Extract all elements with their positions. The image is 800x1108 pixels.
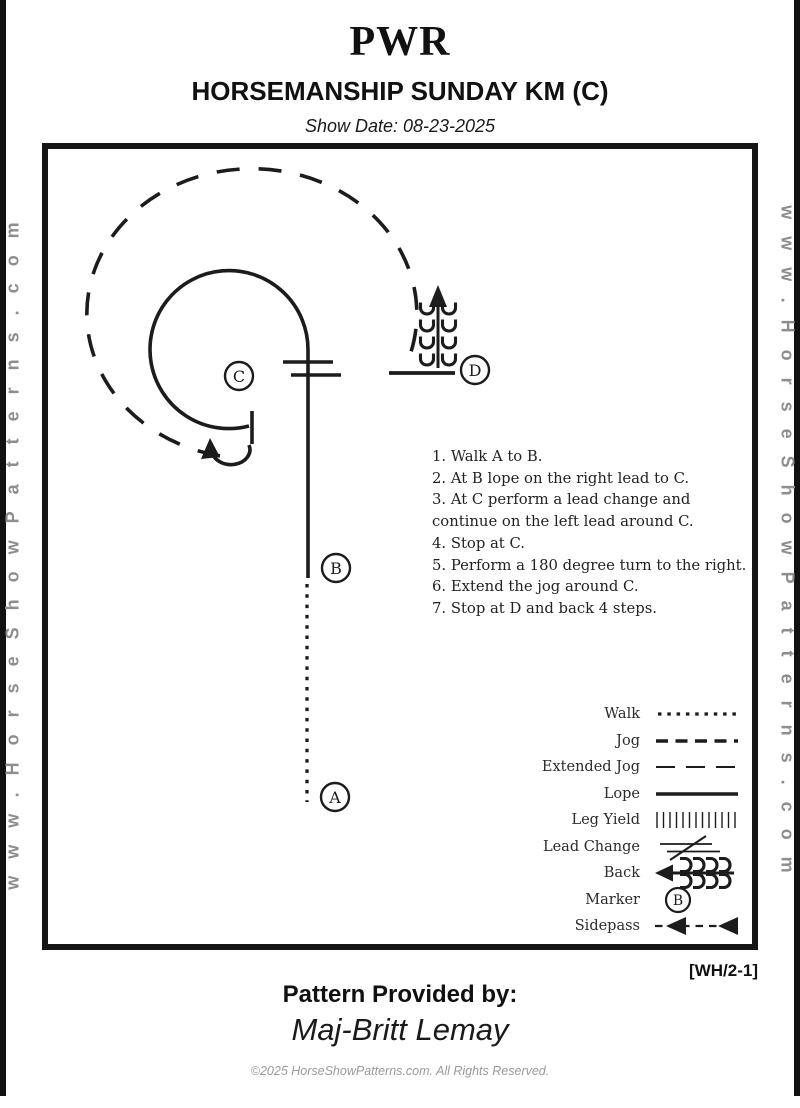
- svg-text:C: C: [232, 367, 246, 386]
- watermark-left: www.HorseShowPatterns.com: [2, 205, 23, 890]
- provided-by-label: Pattern Provided by:: [282, 981, 518, 1008]
- legend-label: Lope: [603, 785, 640, 802]
- legend-row-back: [460, 860, 740, 887]
- legend-label: Jog: [616, 732, 640, 749]
- lead-change-mark-icon: [652, 833, 740, 861]
- legend-row-marker: [460, 887, 740, 914]
- legend-row-leg-yield: [460, 807, 740, 834]
- leg-yield-ticks-icon: [652, 806, 740, 834]
- lope-path: [150, 271, 308, 578]
- instruction-step: 3. At C perform a lead change and continue on the left lead around C.: [432, 491, 694, 531]
- instruction-step: 4. Stop at C.: [432, 534, 525, 552]
- legend-label: Walk: [604, 706, 640, 723]
- class-subtitle: HORSEMANSHIP SUNDAY KM (C): [191, 76, 609, 106]
- lead-change-mark: [283, 362, 341, 375]
- instruction-step: 7. Stop at D and back 4 steps.: [432, 599, 657, 617]
- sidepass-arrows-icon: [652, 912, 740, 940]
- legend-label: Leg Yield: [571, 812, 640, 829]
- provided-by-name: Maj-Britt Lemay: [291, 1012, 509, 1047]
- legend-row-sidepass: [460, 913, 740, 940]
- legend-row-jog: [460, 728, 740, 755]
- jog-line-icon: [652, 727, 740, 755]
- legend-label: Lead Change: [542, 838, 640, 855]
- legend-label: Back: [603, 865, 640, 882]
- back-arrow-icon: [652, 859, 740, 887]
- show-date: Show Date: 08-23-2025: [304, 116, 496, 136]
- marker-a: [321, 783, 349, 811]
- marker-c: [225, 362, 253, 390]
- instruction-step: 2. At B lope on the right lead to C.: [432, 469, 690, 487]
- back-up-symbol: [421, 285, 456, 368]
- legend-row-lead-change: [460, 834, 740, 861]
- svg-text:B: B: [672, 892, 684, 909]
- page-title: PWR: [349, 19, 451, 65]
- instruction-step: 1. Walk A to B.: [432, 448, 543, 465]
- legend: [460, 701, 740, 940]
- instruction-step: 6. Extend the jog around C.: [432, 578, 639, 596]
- turn-180-arrowhead: [201, 438, 220, 459]
- svg-text:B: B: [330, 559, 342, 578]
- walk-line-icon: [652, 700, 740, 728]
- watermark-right: www.HorseShowPatterns.com: [777, 205, 798, 890]
- legend-row-lope: [460, 781, 740, 808]
- legend-row-walk: [460, 701, 740, 728]
- legend-label: Marker: [585, 891, 640, 908]
- marker-circle-icon: [652, 886, 740, 914]
- legend-label: Extended Jog: [541, 759, 640, 776]
- pattern-code: [WH/2-1]: [689, 961, 758, 980]
- marker-d: [461, 356, 489, 384]
- lope-line-icon: [652, 780, 740, 808]
- svg-text:D: D: [468, 361, 482, 380]
- legend-row-extended-jog: [460, 754, 740, 781]
- svg-text:A: A: [329, 788, 341, 807]
- instruction-step: 5. Perform a 180 degree turn to the right.: [432, 556, 747, 574]
- legend-label: Sidepass: [574, 918, 640, 935]
- marker-b: [322, 554, 350, 582]
- instructions-list: [432, 446, 750, 620]
- extended-jog-line-icon: [652, 753, 740, 781]
- copyright-text: ©2025 HorseShowPatterns.com. All Rights Reserved.: [250, 1064, 550, 1078]
